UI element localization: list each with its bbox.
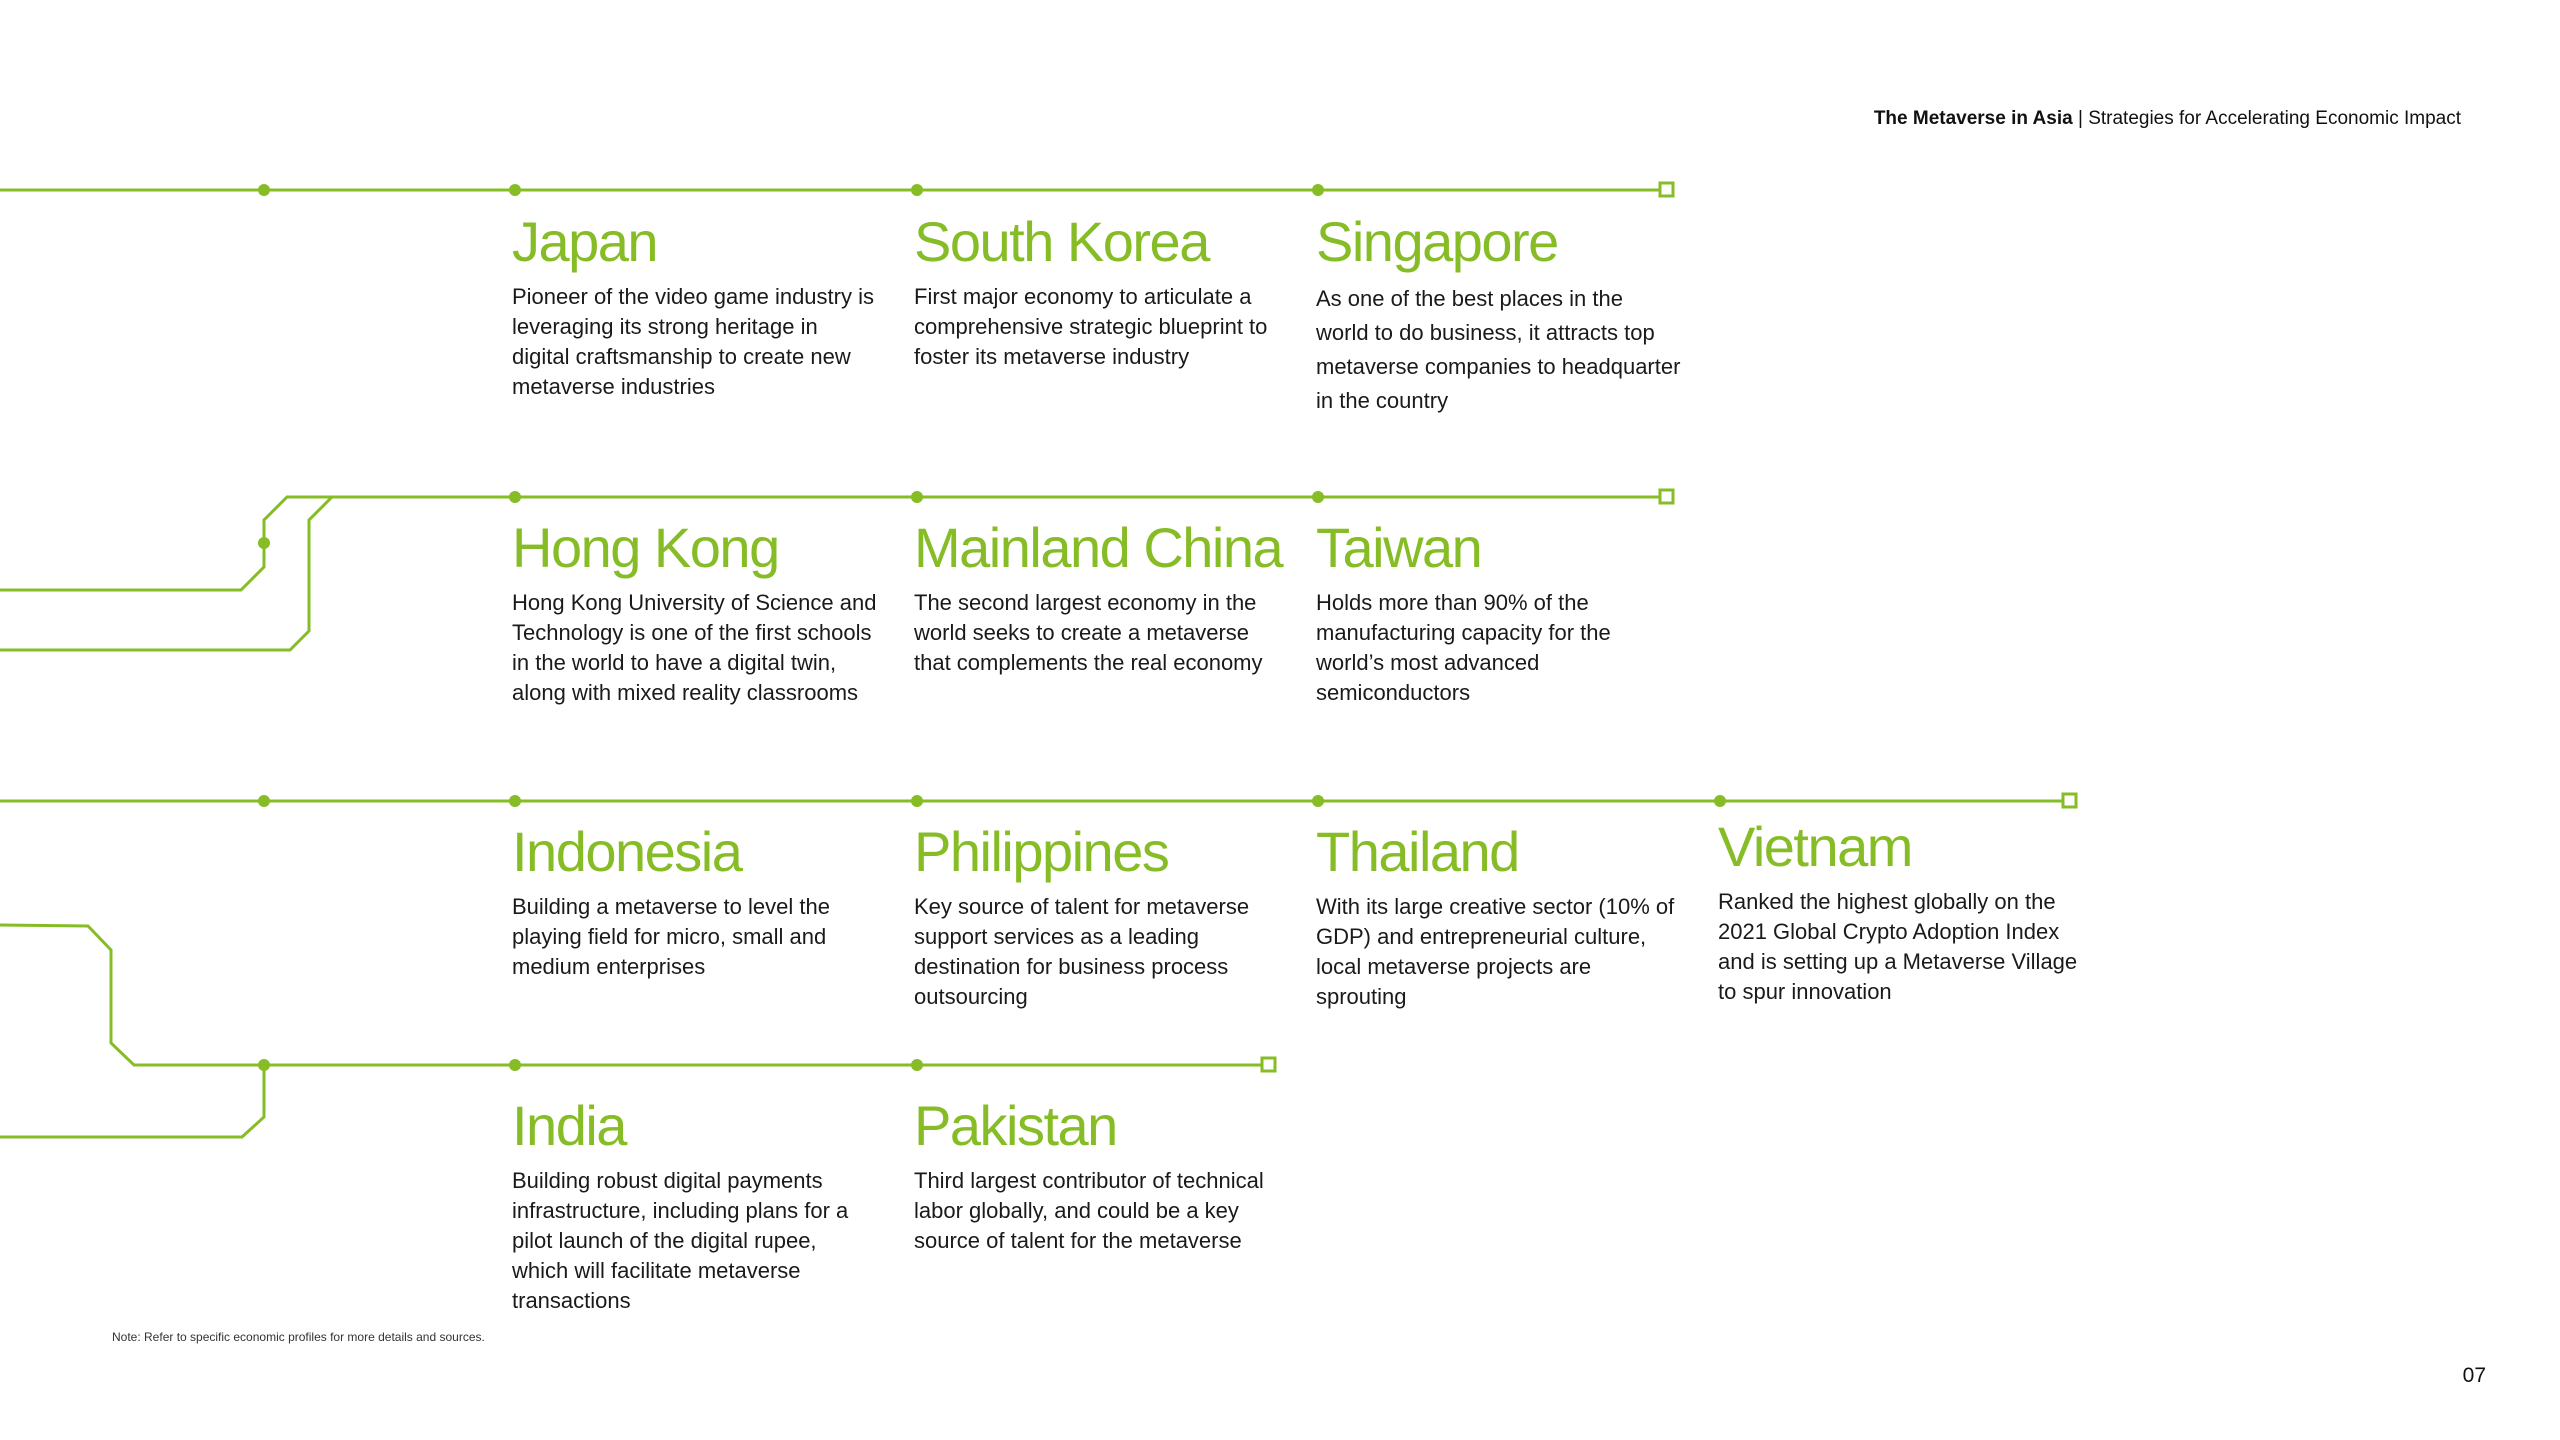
country-text-india: Building robust digital payments infrastructure, including plans for a pilot launch of the digital rupee, which will facilitate metaverse transactions (512, 1168, 849, 1313)
country-name-hong-kong: Hong Kong (512, 516, 779, 579)
country-text-mainland-china: The second largest economy in the world seeks to create a metaverse that complements the real economy (914, 590, 1263, 675)
report-title: The Metaverse in Asia (1873, 108, 2073, 129)
country-text-philippines: Key source of talent for metaverse support services as a leading destination for business process outsourcing (914, 894, 1250, 1009)
country-name-taiwan: Taiwan (1316, 516, 1482, 579)
country-name-mainland-china: Mainland China (914, 516, 1283, 579)
country-card-thailand (1316, 820, 1691, 1012)
country-card-pakistan (914, 1094, 1289, 1256)
country-text-indonesia: Building a metaverse to level the playing field for micro, small and medium enterprises (512, 894, 830, 979)
country-text-hong-kong: Hong Kong University of Science and Technology is one of the first schools in the world to have a digital twin, along with mixed reality classrooms (512, 590, 877, 705)
country-name-indonesia: Indonesia (512, 820, 742, 883)
country-card-hong-kong (512, 516, 887, 708)
country-name-vietnam: Vietnam (1718, 815, 1912, 878)
header-separator: | (2077, 108, 2083, 129)
page-number: 07 (2462, 1364, 2486, 1387)
country-name-india: India (512, 1094, 626, 1157)
report-subtitle: Strategies for Accelerating Economic Impact (2088, 108, 2461, 129)
country-text-singapore: As one of the best places in the world to do business, it attracts top metaverse companies to headquarter in the country (1316, 286, 1681, 413)
footnote: Note: Refer to specific economic profiles for more details and sources. (112, 1330, 485, 1344)
country-card-vietnam (1718, 815, 2093, 1007)
country-name-south-korea: South Korea (914, 210, 1209, 273)
country-text-vietnam: Ranked the highest globally on the 2021 Global Crypto Adoption Index and is setting up a Metaverse Village to spur innovation (1718, 889, 2078, 1004)
country-name-japan: Japan (512, 210, 658, 273)
country-text-pakistan: Third largest contributor of technical labor globally, and could be a key source of talent for the metaverse (914, 1168, 1264, 1253)
country-card-philippines (914, 820, 1289, 1012)
country-name-thailand: Thailand (1316, 820, 1519, 883)
country-text-japan: Pioneer of the video game industry is leveraging its strong heritage in digital craftsmanship to create new metaverse industries (512, 284, 874, 399)
country-name-pakistan: Pakistan (914, 1094, 1117, 1157)
country-card-taiwan (1316, 516, 1691, 708)
country-card-mainland-china (914, 516, 1289, 678)
country-text-south-korea: First major economy to articulate a comprehensive strategic blueprint to foster its metaverse industry (914, 284, 1268, 369)
country-card-indonesia (512, 820, 887, 982)
country-card-japan (512, 210, 887, 402)
country-card-singapore (1316, 210, 1691, 418)
country-text-taiwan: Holds more than 90% of the manufacturing capacity for the world’s most advanced semiconductors (1316, 590, 1611, 705)
report-header (1874, 108, 2461, 130)
country-text-thailand: With its large creative sector (10% of GDP) and entrepreneurial culture, local metaverse projects are sprouting (1316, 894, 1675, 1009)
country-card-south-korea (914, 210, 1289, 372)
country-name-philippines: Philippines (914, 820, 1169, 883)
country-card-india (512, 1094, 887, 1316)
country-name-singapore: Singapore (1316, 210, 1558, 273)
